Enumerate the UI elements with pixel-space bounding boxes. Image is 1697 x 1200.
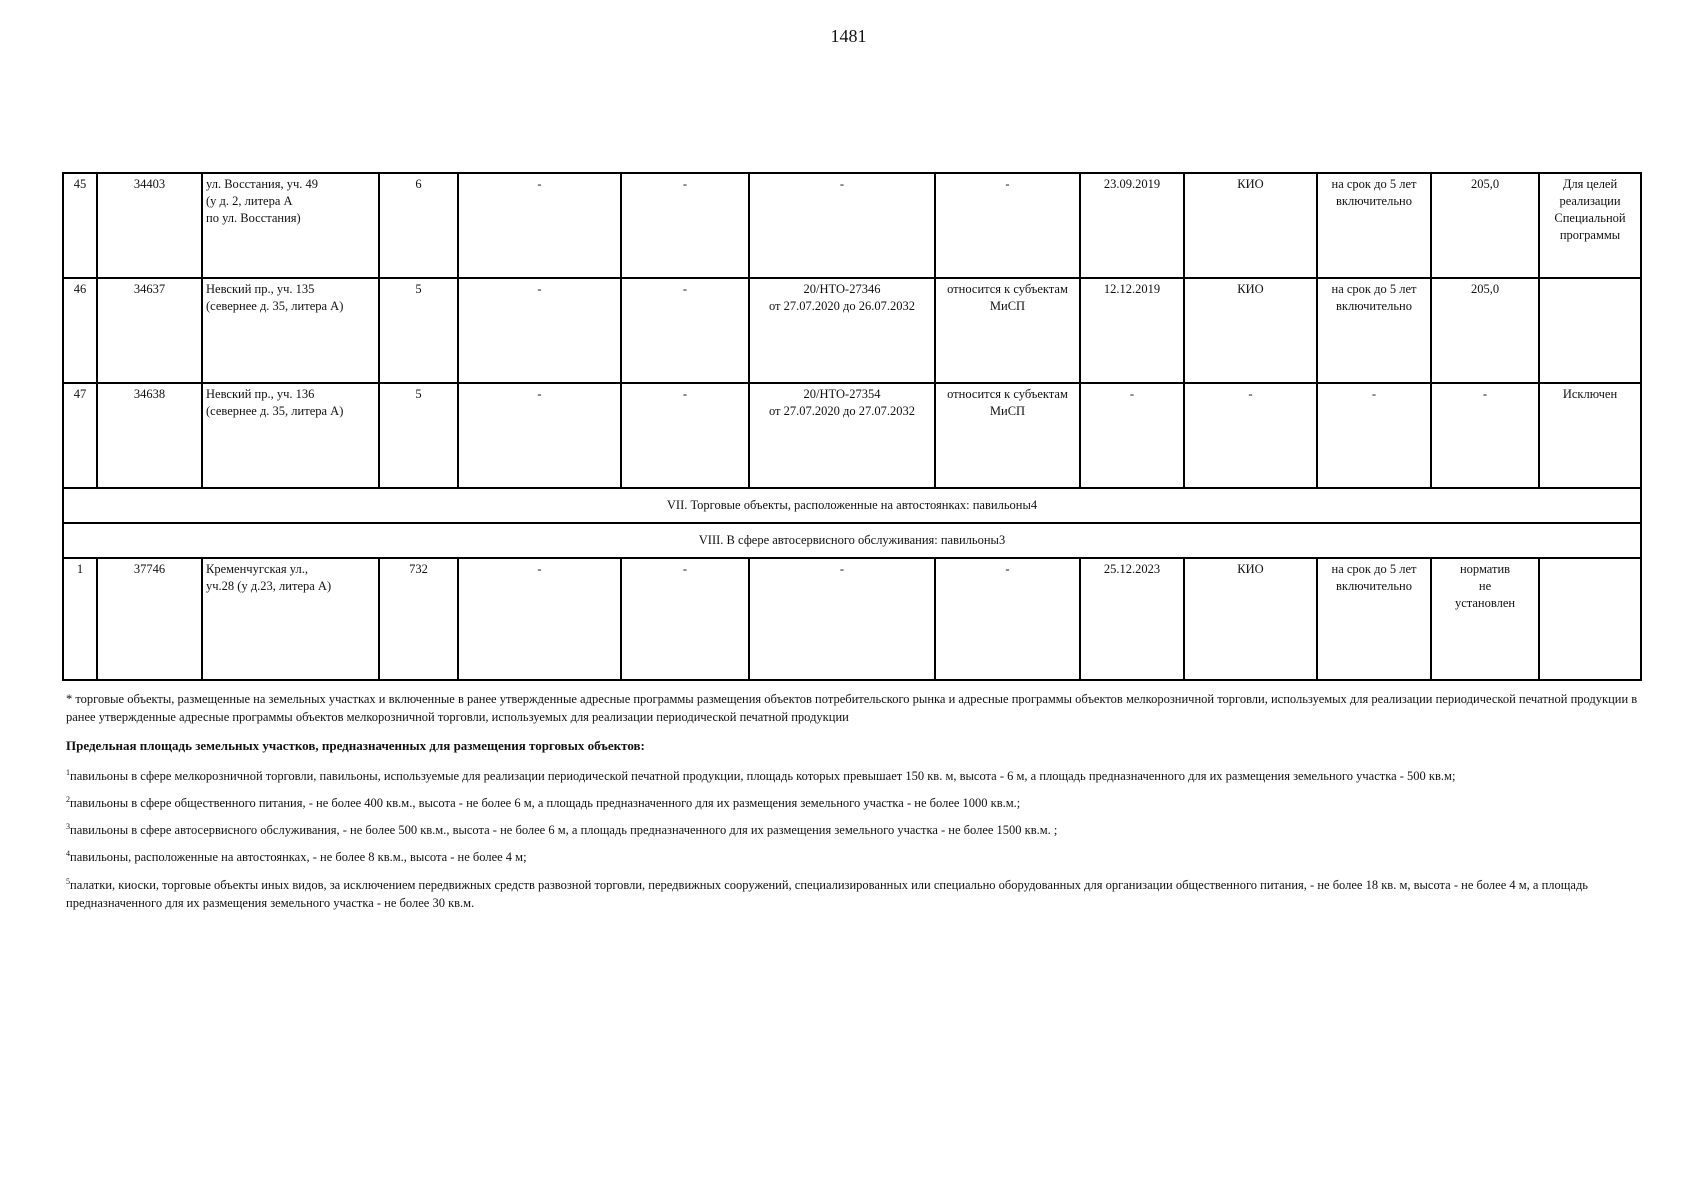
cell-smp-status: - (935, 173, 1080, 278)
cell-term: на срок до 5 лет включительно (1317, 558, 1431, 680)
cell-district: 5 (379, 278, 458, 383)
cell-address: Кременчугская ул., уч.28 (у д.23, литера А) (202, 558, 379, 680)
footnotes (66, 690, 1641, 921)
cell-smp-status: - (935, 558, 1080, 680)
cell-district: 732 (379, 558, 458, 680)
footnote-text: павильоны в сфере общественного питания, - не более 400 кв.м., высота - не более 6 м, а площадь предназначенного для их размещения земельного участка - не более 1000 кв.м.; (70, 796, 1021, 811)
cell-smp-status: относится к субъектам МиСП (935, 383, 1080, 488)
footnote-item (66, 876, 1641, 912)
cell-row-number: 47 (63, 383, 97, 488)
cell-contract: - (749, 558, 935, 680)
footnote-star: * торговые объекты, размещенные на земельных участках и включенные в ранее утвержденные адресные программы размещения объектов потребительского рынка и адресные программы объектов мелкорозничной торговли, используемых для реализации периодической печатной продукции в ранее утвержденные адресные программы объектов мелкорозничной торговли, используемых для реализации периодической печатной продукции (66, 692, 1638, 725)
cell-note: Для целей реализации Специальной программы (1539, 173, 1641, 278)
cell-col5: - (458, 383, 621, 488)
cell-authority: - (1184, 383, 1317, 488)
cell-col6: - (621, 383, 749, 488)
cell-object-id: 34638 (97, 383, 202, 488)
cell-area: 205,0 (1431, 173, 1539, 278)
footnote-marker: 3 (66, 822, 70, 832)
section-viii-row (63, 523, 1641, 558)
footnote-item (66, 848, 1641, 866)
footnote-text: павильоны в сфере автосервисного обслуживания, - не более 500 кв.м., высота - не более 6 м, а площадь предназначенного для их размещения земельного участка - не более 1500 кв.м. ; (70, 823, 1058, 838)
cell-authority: КИО (1184, 173, 1317, 278)
cell-col6: - (621, 558, 749, 680)
cell-area: 205,0 (1431, 278, 1539, 383)
footnote-item (66, 794, 1641, 812)
cell-object-id: 34637 (97, 278, 202, 383)
cell-address: Невский пр., уч. 136 (севернее д. 35, литера А) (202, 383, 379, 488)
cell-district: 6 (379, 173, 458, 278)
cell-address: Невский пр., уч. 135 (севернее д. 35, литера А) (202, 278, 379, 383)
footnote-marker: 1 (66, 767, 70, 777)
cell-term: на срок до 5 лет включительно (1317, 278, 1431, 383)
cell-area: норматив не установлен (1431, 558, 1539, 680)
cell-contract: - (749, 173, 935, 278)
cell-contract: 20/НТО-27346 от 27.07.2020 до 26.07.2032 (749, 278, 935, 383)
cell-authority: КИО (1184, 278, 1317, 383)
cell-contract: 20/НТО-27354 от 27.07.2020 до 27.07.2032 (749, 383, 935, 488)
table-row (63, 173, 1641, 278)
registry-table (62, 172, 1642, 681)
cell-col6: - (621, 173, 749, 278)
footnote-item (66, 767, 1641, 785)
cell-col6: - (621, 278, 749, 383)
cell-object-id: 34403 (97, 173, 202, 278)
section-vii-row (63, 488, 1641, 523)
cell-row-number: 46 (63, 278, 97, 383)
cell-row-number: 45 (63, 173, 97, 278)
footnote-marker: 5 (66, 876, 70, 886)
cell-date: - (1080, 383, 1184, 488)
table-row (63, 278, 1641, 383)
cell-district: 5 (379, 383, 458, 488)
section-viii-row-title: VIII. В сфере автосервисного обслуживания: павильоны3 (63, 523, 1641, 558)
cell-col5: - (458, 173, 621, 278)
cell-smp-status: относится к субъектам МиСП (935, 278, 1080, 383)
footnote-text: палатки, киоски, торговые объекты иных видов, за исключением передвижных средств развозной торговли, передвижных сооружений, специализированных или специально оборудованных для организации общественного питания, - не более 18 кв. м, высота - не более 4 м, а площадь предназначенного для их размещения земельного участка - не более 30 кв.м. (66, 877, 1589, 910)
cell-note (1539, 558, 1641, 680)
cell-col5: - (458, 558, 621, 680)
footnote-text: павильоны, расположенные на автостоянках, - не более 8 кв.м., высота - не более 4 м; (70, 850, 527, 865)
cell-object-id: 37746 (97, 558, 202, 680)
cell-area: - (1431, 383, 1539, 488)
cell-address: ул. Восстания, уч. 49 (у д. 2, литера А по ул. Восстания) (202, 173, 379, 278)
footnotes-heading: Предельная площадь земельных участков, предназначенных для размещения торговых объектов: (66, 738, 645, 754)
cell-term: на срок до 5 лет включительно (1317, 173, 1431, 278)
table-row (63, 558, 1641, 680)
cell-note (1539, 278, 1641, 383)
cell-date: 25.12.2023 (1080, 558, 1184, 680)
footnote-text: павильоны в сфере мелкорозничной торговли, павильоны, используемые для реализации периодической печатной продукции, площадь которых превышает 150 кв. м, высота - 6 м, а площадь предназначенного для их размещения земельного участка - 500 кв.м; (70, 769, 1456, 784)
page-number: 1481 (830, 26, 867, 46)
footnote-marker: 2 (66, 795, 70, 805)
table-row (63, 383, 1641, 488)
footnote-list (66, 767, 1641, 912)
section-vii-row-title: VII. Торговые объекты, расположенные на автостоянках: павильоны4 (63, 488, 1641, 523)
cell-note: Исключен (1539, 383, 1641, 488)
cell-col5: - (458, 278, 621, 383)
cell-date: 12.12.2019 (1080, 278, 1184, 383)
footnote-marker: 4 (66, 849, 70, 859)
cell-authority: КИО (1184, 558, 1317, 680)
cell-date: 23.09.2019 (1080, 173, 1184, 278)
cell-term: - (1317, 383, 1431, 488)
footnote-item (66, 821, 1641, 839)
cell-row-number: 1 (63, 558, 97, 680)
